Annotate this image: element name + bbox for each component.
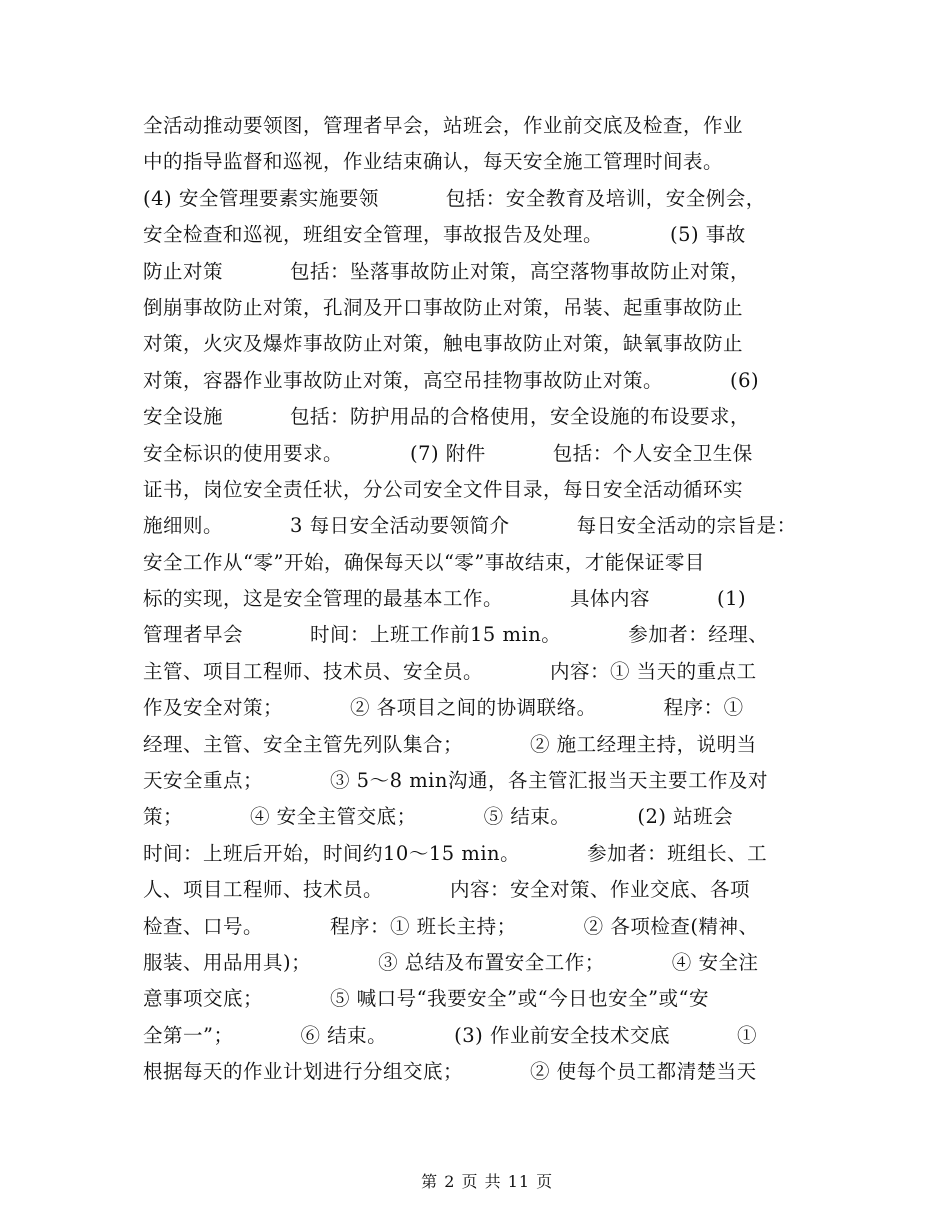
page-footer — [0, 1150, 950, 1211]
text-line: 经理、主管、安全主管先列队集合； ② 施工经理主持，说明当 — [143, 732, 757, 756]
text-line: 中的指导监督和巡视，作业结束确认，每天安全施工管理时间表。 — [143, 150, 724, 174]
text-line: 全第一”； ⑥ 结束。 (3) 作业前安全技术交底 ① — [143, 1023, 757, 1047]
text-line: 倒崩事故防止对策，孔洞及开口事故防止对策，吊装、起重事故防止 — [143, 295, 744, 319]
text-line: 意事项交底； ⑤ 喊口号“我要安全”或“今日也安全”或“安 — [143, 987, 710, 1011]
text-line: 防止对策 包括：坠落事故防止对策，高空落物事故防止对策， — [143, 259, 750, 283]
text-line: 管理者早会 时间：上班工作前15 min。 参加者：经理、 — [143, 623, 769, 647]
text-line: 时间：上班后开始，时间约10～15 min。 参加者：班组长、工 — [143, 841, 768, 865]
text-line: 安全设施 包括：防护用品的合格使用，安全设施的布设要求， — [143, 405, 750, 429]
text-line: 作及安全对策； ② 各项目之间的协调联络。 程序：① — [143, 696, 744, 720]
text-line: 施细则。 3 每日安全活动要领简介 每日安全活动的宗旨是： — [143, 514, 797, 538]
text-line: 人、项目工程师、技术员。 内容：安全对策、作业交底、各项 — [143, 878, 750, 902]
text-line: 对策，火灾及爆炸事故防止对策，触电事故防止对策，缺氧事故防止 — [143, 332, 744, 356]
text-line: 安全检查和巡视，班组安全管理，事故报告及处理。 (5) 事故 — [143, 223, 746, 247]
text-line: 对策，容器作业事故防止对策，高空吊挂物事故防止对策。 (6) — [143, 368, 760, 392]
text-line: 根据每天的作业计划进行分组交底； ② 使每个员工都清楚当天 — [143, 1060, 757, 1084]
text-line: 全活动推动要领图，管理者早会，站班会，作业前交底及检查，作业 — [143, 114, 744, 137]
text-line: 安全工作从“零”开始，确保每天以“零”事故结束，才能保证零目 — [143, 550, 705, 574]
text-line: 主管、项目工程师、技术员、安全员。 内容：① 当天的重点工 — [143, 659, 757, 683]
text-line: 策； ④ 安全主管交底； ⑤ 结束。 (2) 站班会 — [143, 805, 734, 829]
text-line: 服装、用品用具)； ③ 总结及布置安全工作； ④ 安全注 — [143, 950, 759, 974]
page-number: 第 2 页 共 11 页 — [421, 1172, 554, 1191]
text-line: (4) 安全管理要素实施要领 包括：安全教育及培训，安全例会， — [143, 186, 766, 210]
text-line: 安全标识的使用要求。 (7) 附件 包括：个人安全卫生保 — [143, 441, 753, 465]
body-text — [143, 108, 823, 1091]
text-line: 检查、口号。 程序：① 班长主持； ② 各项检查(精神、 — [143, 914, 759, 938]
text-line: 证书，岗位安全责任状，分公司安全文件目录，每日安全活动循环实 — [143, 477, 744, 501]
text-line: 标的实现，这是安全管理的最基本工作。 具体内容 (1) — [143, 587, 747, 611]
text-line: 天安全重点； ③ 5～8 min沟通，各主管汇报当天主要工作及对 — [143, 769, 768, 793]
